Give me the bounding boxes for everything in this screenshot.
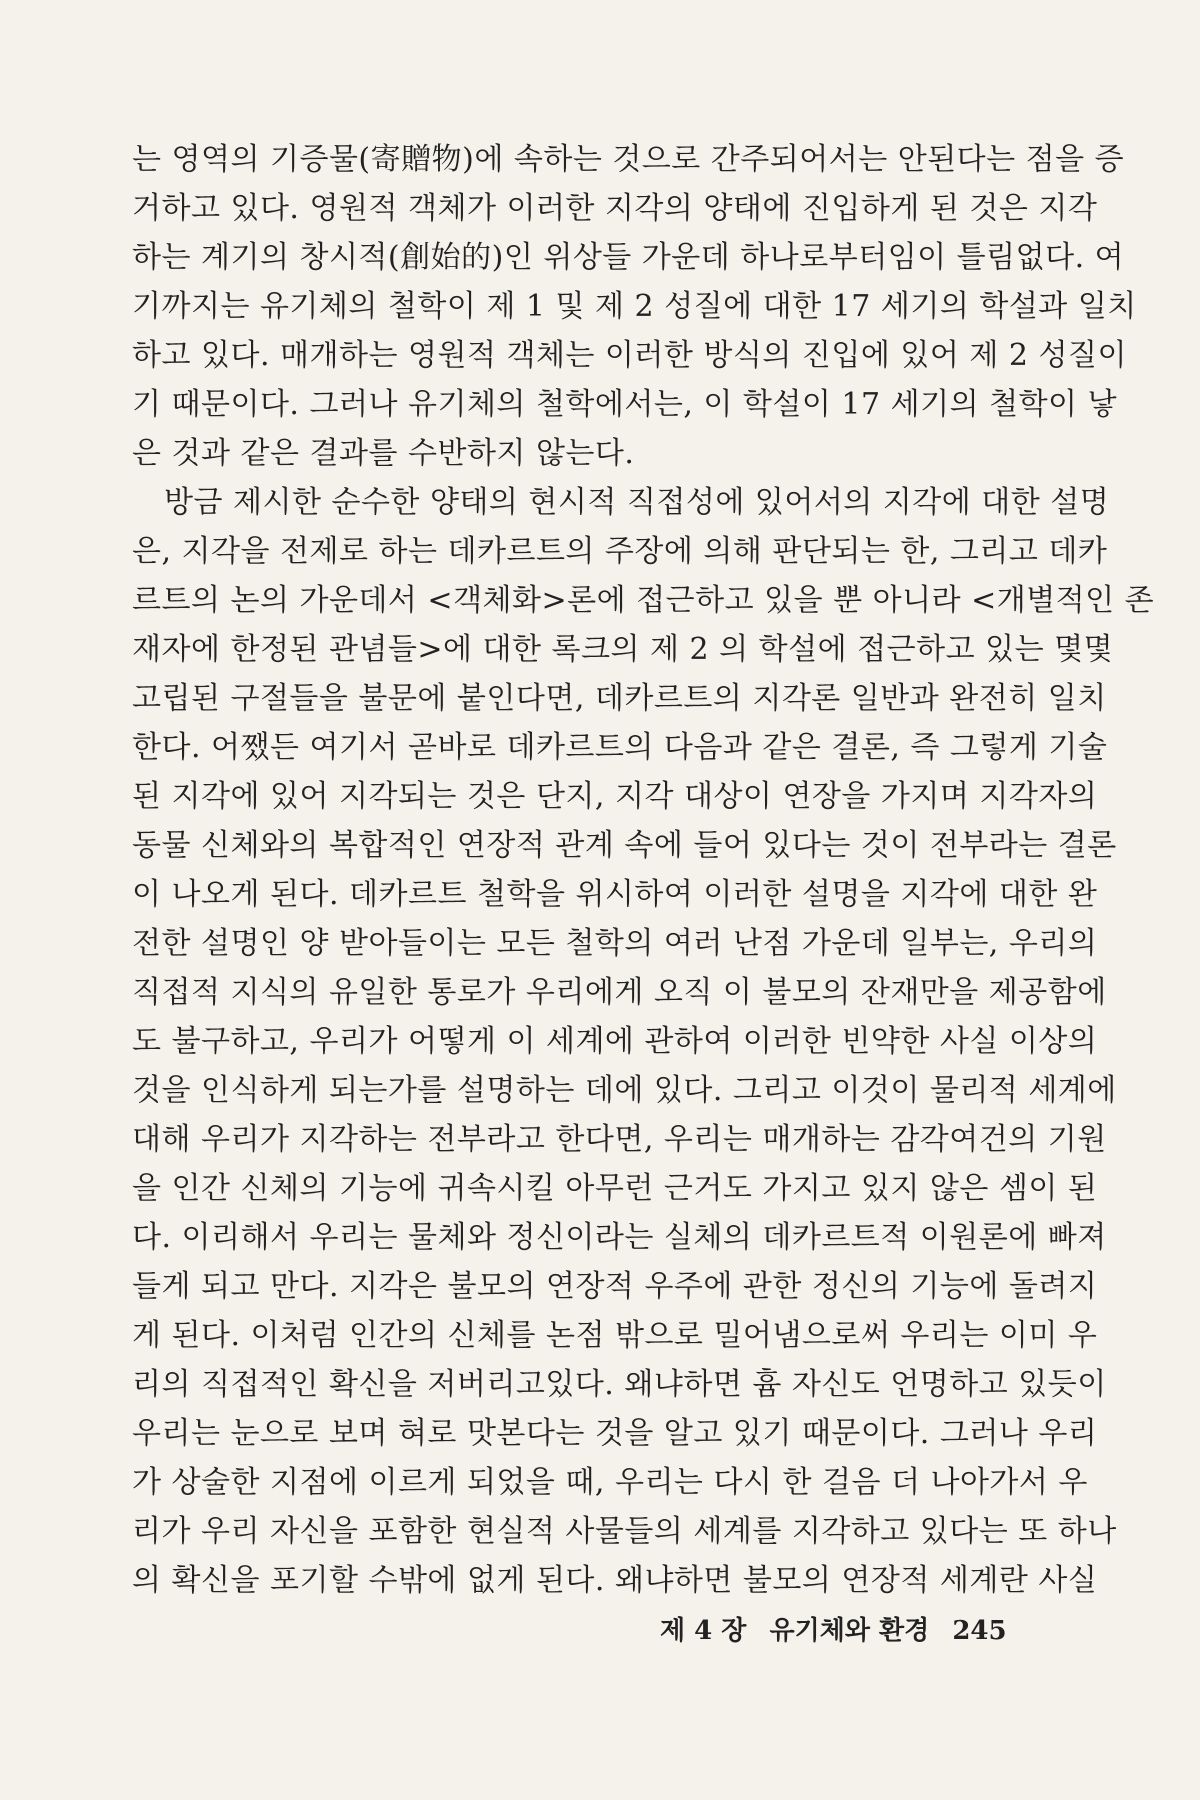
text-line: 르트의 논의 가운데서 <객체화>론에 접근하고 있을 뿐 아니라 <개별적인 존 — [132, 583, 1155, 618]
running-footer — [660, 1611, 1040, 1651]
chapter-number: 제 4 장 — [660, 1616, 747, 1646]
text-line: 한다. 어쨌든 여기서 곧바로 데카르트의 다음과 같은 결론, 즉 그렇게 기술 — [132, 730, 1108, 765]
text-line: 리가 우리 자신을 포함한 현실적 사물들의 세계를 지각하고 있다는 또 하나 — [132, 1514, 1117, 1549]
text-line: 기 때문이다. 그러나 유기체의 철학에서는, 이 학설이 17 세기의 철학이 낳 — [132, 387, 1118, 422]
text-line: 동물 신체와의 복합적인 연장적 관계 속에 들어 있다는 것이 전부라는 결론 — [132, 828, 1117, 863]
text-line: 도 불구하고, 우리가 어떻게 이 세계에 관하여 이러한 빈약한 사실 이상의 — [132, 1024, 1098, 1059]
text-line: 재자에 한정된 관념들>에 대한 록크의 제 2 의 학설에 접근하고 있는 몇몇 — [132, 632, 1114, 667]
text-line: 은, 지각을 전제로 하는 데카르트의 주장에 의해 판단되는 한, 그리고 데카 — [132, 534, 1108, 569]
text-line: 우리는 눈으로 보며 혀로 맛본다는 것을 알고 있기 때문이다. 그러나 우리 — [132, 1416, 1098, 1451]
text-line: 전한 설명인 양 받아들이는 모든 철학의 여러 난점 가운데 일부는, 우리의 — [132, 926, 1098, 961]
paragraph-end-line: 은 것과 같은 결과를 수반하지 않는다. — [132, 436, 635, 471]
text-line: 이 나오게 된다. 데카르트 철학을 위시하여 이러한 설명을 지각에 대한 완 — [132, 877, 1098, 912]
chapter-title: 유기체와 환경 — [769, 1616, 930, 1646]
text-line: 을 인간 신체의 기능에 귀속시킬 아무런 근거도 가지고 있지 않은 셈이 된 — [132, 1171, 1098, 1206]
text-line: 의 확신을 포기할 수밖에 없게 된다. 왜냐하면 불모의 연장적 세계란 사실 — [132, 1563, 1098, 1598]
text-line: 기까지는 유기체의 철학이 제 1 및 제 2 성질에 대한 17 세기의 학설과 일치 — [132, 289, 1137, 324]
text-line: 하는 계기의 창시적(創始的)인 위상들 가운데 하나로부터임이 틀림없다. 여 — [132, 240, 1125, 275]
text-line: 게 된다. 이처럼 인간의 신체를 논점 밖으로 밀어냄으로써 우리는 이미 우 — [132, 1318, 1098, 1353]
text-line: 다. 이리해서 우리는 물체와 정신이라는 실체의 데카르트적 이원론에 빠져 — [132, 1220, 1107, 1255]
page-number: 245 — [952, 1616, 1007, 1646]
text-line: 대해 우리가 지각하는 전부라고 한다면, 우리는 매개하는 감각여건의 기원 — [132, 1122, 1107, 1157]
text-line: 는 영역의 기증물(寄贈物)에 속하는 것으로 간주되어서는 안된다는 점을 증 — [132, 142, 1125, 177]
text-line: 것을 인식하게 되는가를 설명하는 데에 있다. 그리고 이것이 물리적 세계에 — [132, 1073, 1117, 1108]
text-line: 리의 직접적인 확신을 저버리고있다. 왜냐하면 흄 자신도 언명하고 있듯이 — [132, 1367, 1107, 1402]
text-line: 들게 되고 만다. 지각은 불모의 연장적 우주에 관한 정신의 기능에 돌려지 — [132, 1269, 1098, 1304]
text-line: 고립된 구절들을 불문에 붙인다면, 데카르트의 지각론 일반과 완전히 일치 — [132, 681, 1107, 716]
text-line: 하고 있다. 매개하는 영원적 객체는 이러한 방식의 진입에 있어 제 2 성질이 — [132, 338, 1127, 373]
paragraph-start-line: 방금 제시한 순수한 양태의 현시적 직접성에 있어서의 지각에 대한 설명 — [164, 485, 1110, 520]
text-line: 가 상술한 지점에 이르게 되었을 때, 우리는 다시 한 걸음 더 나아가서 우 — [132, 1465, 1088, 1500]
text-line: 거하고 있다. 영원적 객체가 이러한 지각의 양태에 진입하게 된 것은 지각 — [132, 191, 1098, 226]
text-line: 직접적 지식의 유일한 통로가 우리에게 오직 이 불모의 잔재만을 제공함에 — [132, 975, 1107, 1010]
text-line: 된 지각에 있어 지각되는 것은 단지, 지각 대상이 연장을 가지며 지각자의 — [132, 779, 1098, 814]
